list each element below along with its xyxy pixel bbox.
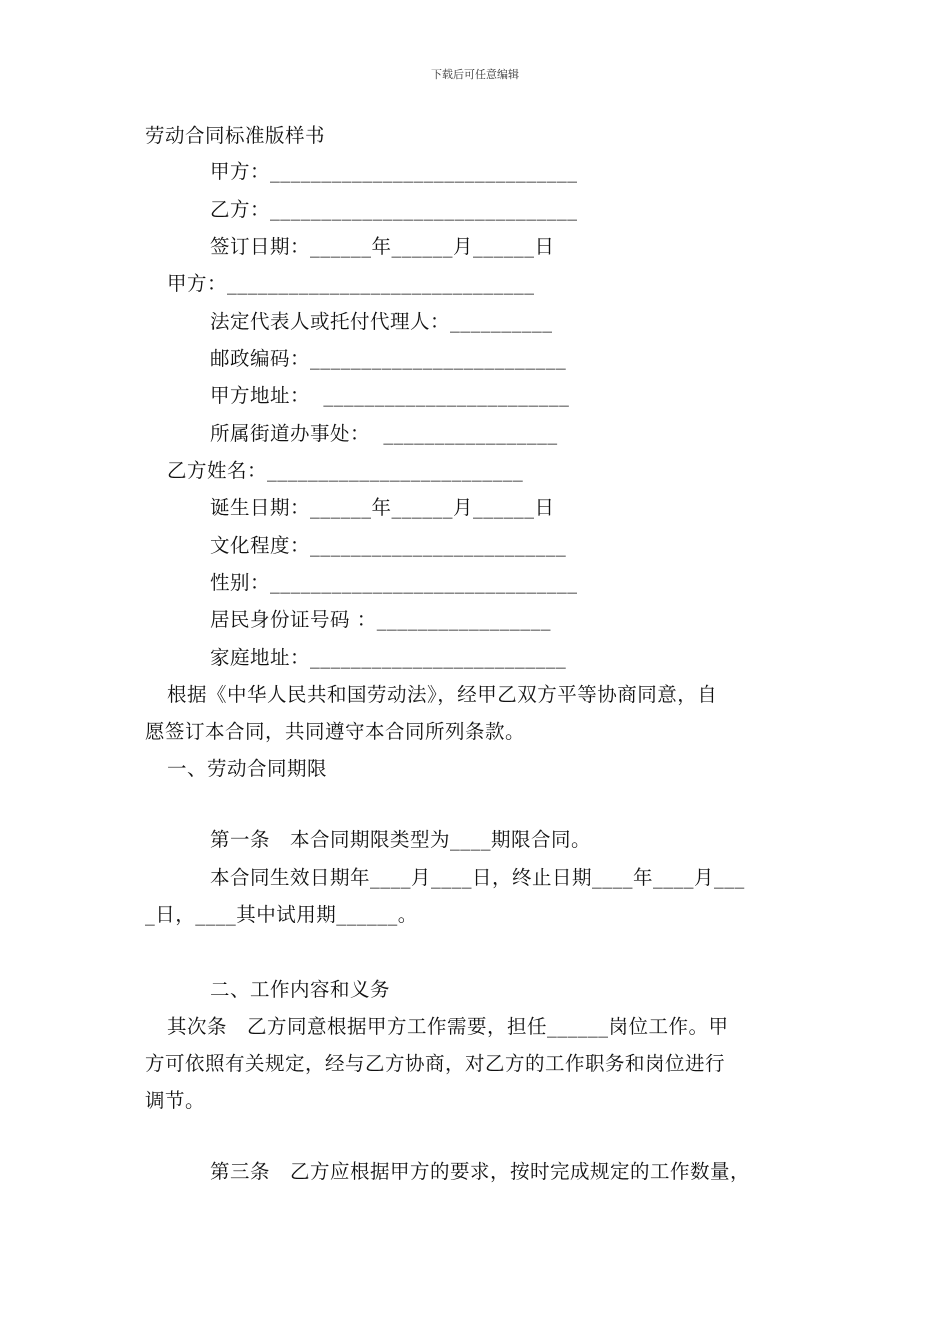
cover-party-a: 甲方：______________________________	[210, 160, 578, 183]
employee-id-number: 居民身份证号码 ：_________________	[210, 608, 551, 631]
section-1-heading: 一、劳动合同期限	[167, 757, 328, 780]
preamble-line-1: 根据《中华人民共和国劳动法》，经甲乙双方平等协商同意，自	[167, 683, 718, 706]
employer-legal-rep: 法定代表人或托付代理人：__________	[210, 310, 553, 333]
section-2-heading: 二、工作内容和义务	[210, 978, 391, 1001]
employee-gender: 性别：______________________________	[210, 571, 578, 594]
employee-home-address: 家庭地址：_________________________	[210, 646, 567, 669]
employer-postcode: 邮政编码：_________________________	[210, 347, 567, 370]
employee-name: 乙方姓名：_________________________	[167, 459, 524, 482]
employer-street-office: 所属街道办事处： _________________	[210, 422, 558, 445]
cover-party-b: 乙方：______________________________	[210, 198, 578, 221]
article-2-line-1: 其次条 乙方同意根据甲方工作需要，担任______岗位工作。甲	[167, 1015, 729, 1038]
employee-birth-date: 诞生日期：______年______月______日	[210, 496, 555, 519]
article-3-line-1: 第三条 乙方应根据甲方的要求，按时完成规定的工作数量，	[210, 1160, 751, 1183]
article-2-line-2: 方可依照有关规定，经与乙方协商，对乙方的工作职务和岗位进行	[145, 1052, 726, 1075]
employee-education: 文化程度：_________________________	[210, 534, 567, 557]
document-title: 劳动合同标准版样书	[145, 124, 326, 147]
article-1: 第一条 本合同期限类型为____期限合同。	[210, 828, 592, 851]
cover-sign-date: 签订日期：______年______月______日	[210, 235, 555, 258]
article-1-line-2: 本合同生效日期年____月____日，终止日期____年____月___	[210, 866, 745, 889]
article-1-line-3: _日，____其中试用期______。	[145, 903, 418, 926]
preamble-line-2: 愿签订本合同，共同遵守本合同所列条款。	[145, 720, 526, 743]
article-2-line-3: 调节。	[145, 1089, 206, 1112]
employer-address: 甲方地址： ________________________	[210, 384, 570, 407]
employer-heading: 甲方：______________________________	[167, 272, 535, 295]
page-header-note: 下载后可任意编辑	[431, 68, 519, 81]
